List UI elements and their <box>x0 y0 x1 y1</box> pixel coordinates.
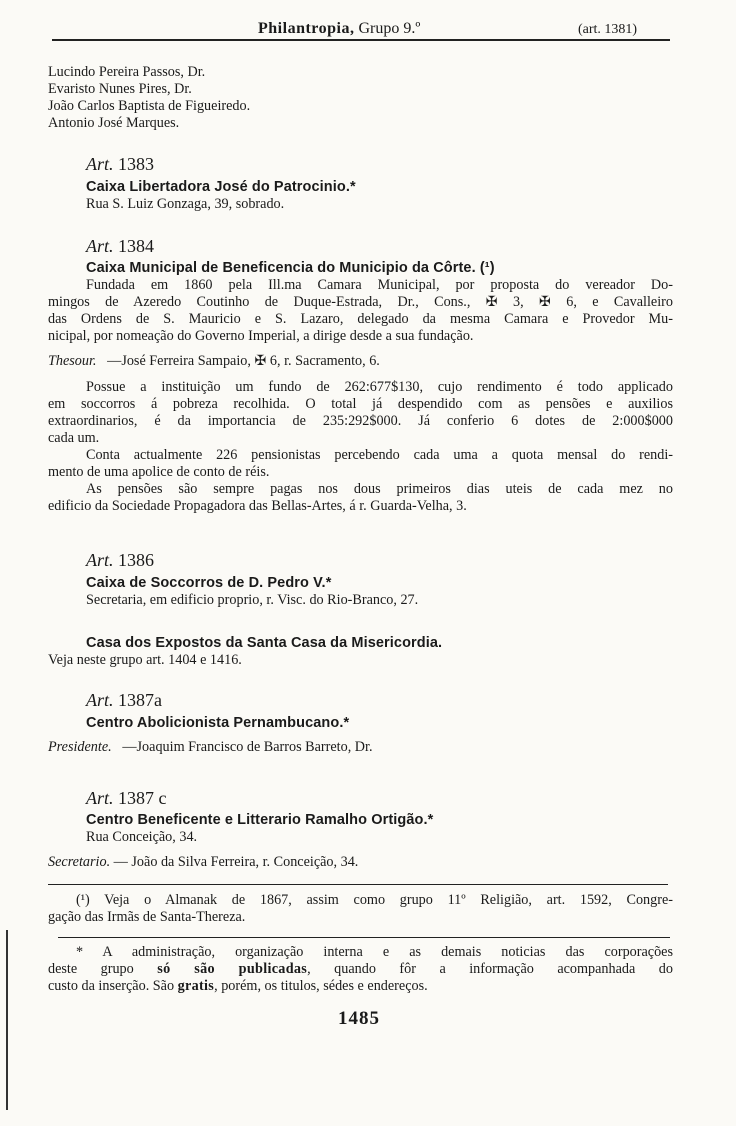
paragraph-line: em soccorros á pobreza recolhida. O total já despendido com as pensões e auxilios <box>48 396 673 412</box>
paragraph-line: Conta actualmente 226 pensionistas percebendo cada uma a quota mensal do rendi- <box>86 447 673 463</box>
officer-line: Presidente. —Joaquim Francisco de Barros Barreto, Dr. <box>48 739 373 755</box>
publication-notice <box>48 944 673 995</box>
paragraph-line: nicipal, por nomeação do Governo Imperial, a dirige desde a sua fundação. <box>48 328 474 344</box>
scan-edge-mark <box>6 930 8 1110</box>
article-heading: Art. 1384 <box>86 236 155 256</box>
notice-line: custo da inserção. São gratis, porém, os titulos, sédes e endereços. <box>48 978 428 994</box>
treasurer-line: Thesour. —José Ferreira Sampaio, ✠ 6, r. Sacramento, 6. <box>48 353 380 369</box>
paragraph-line: As pensões são sempre pagas nos dous primeiros dias uteis de cada mez no <box>86 481 673 497</box>
header-title: Philantropia, Grupo 9.º <box>258 20 421 37</box>
entity-name: Centro Abolicionista Pernambucano.* <box>86 715 350 731</box>
entry-expostos <box>48 635 673 669</box>
paragraph-line: das Ordens de S. Mauricio e S. Lazaro, delegado da mesma Camara e Provedor Mu- <box>48 311 673 327</box>
notice-rule <box>58 937 670 938</box>
entry-1383 <box>48 154 673 213</box>
officer-line: Secretario. — João da Silva Ferreira, r. Conceição, 34. <box>48 854 359 870</box>
paragraph-line: mento de uma apolice de conto de réis. <box>48 464 270 480</box>
article-heading: Art. 1383 <box>86 154 155 174</box>
paragraph-line: Fundada em 1860 pela Ill.ma Camara Municipal, por proposta do vereador Do- <box>86 277 673 293</box>
article-heading: Art. 1387 c <box>86 788 167 808</box>
header-article-ref: (art. 1381) <box>578 22 638 37</box>
footnote-line: gação das Irmãs de Santa-Thereza. <box>48 909 246 925</box>
header-rule <box>52 39 670 41</box>
footnote-rule <box>48 884 668 885</box>
member-line: Antonio José Marques. <box>48 115 180 131</box>
entity-address: Rua Conceição, 34. <box>86 829 198 845</box>
paragraph-line: extraordinarios, é da importancia de 235:292$000. Já conferio 6 dotes de 2:000$000 <box>48 413 673 429</box>
entity-address: Rua S. Luiz Gonzaga, 39, sobrado. <box>86 196 285 212</box>
paragraph-line: edificio da Sociedade Propagadora das Bellas-Artes, á r. Guarda-Velha, 3. <box>48 498 467 514</box>
entry-1384 <box>48 236 673 515</box>
article-heading: Art. 1387a <box>86 690 163 710</box>
entity-name: Caixa Municipal de Beneficencia do Municipio da Côrte. (¹) <box>86 260 495 276</box>
footnote-line: (¹) Veja o Almanak de 1867, assim como grupo 11º Religião, art. 1592, Congre- <box>76 892 673 908</box>
notice-line: * A administração, organização interna e as demais noticias das corporações <box>76 944 673 960</box>
paragraph-line: mingos de Azeredo Coutinho de Duque-Estrada, Dr., Cons., ✠ 3, ✠ 6, e Cavalleiro <box>48 294 673 310</box>
entity-address: Secretaria, em edificio proprio, r. Visc. do Rio-Branco, 27. <box>86 592 419 608</box>
entity-name: Casa dos Expostos da Santa Casa da Misericordia. <box>86 635 443 651</box>
paragraph-line: cada um. <box>48 430 100 446</box>
member-line: Lucindo Pereira Passos, Dr. <box>48 64 206 80</box>
entity-name: Caixa Libertadora José do Patrocinio.* <box>86 179 356 195</box>
notice-line: deste grupo só são publicadas, quando fôr a informação acompanhada do <box>48 961 673 977</box>
member-line: Evaristo Nunes Pires, Dr. <box>48 81 192 97</box>
cross-reference: Veja neste grupo art. 1404 e 1416. <box>48 652 242 668</box>
entry-1386 <box>48 550 673 609</box>
article-heading: Art. 1386 <box>86 550 155 570</box>
running-header <box>52 18 670 38</box>
entity-name: Caixa de Soccorros de D. Pedro V.* <box>86 575 332 591</box>
page-number: 1485 <box>338 1008 380 1029</box>
member-line: João Carlos Baptista de Figueiredo. <box>48 98 251 114</box>
entry-1387c <box>48 788 673 871</box>
entity-name: Centro Beneficente e Litterario Ramalho Ortigão.* <box>86 812 434 828</box>
member-list <box>48 64 673 132</box>
footnote <box>48 892 673 926</box>
entry-1387a <box>48 690 673 756</box>
paragraph-line: Possue a instituição um fundo de 262:677$130, cujo rendimento é todo applicado <box>86 379 673 395</box>
